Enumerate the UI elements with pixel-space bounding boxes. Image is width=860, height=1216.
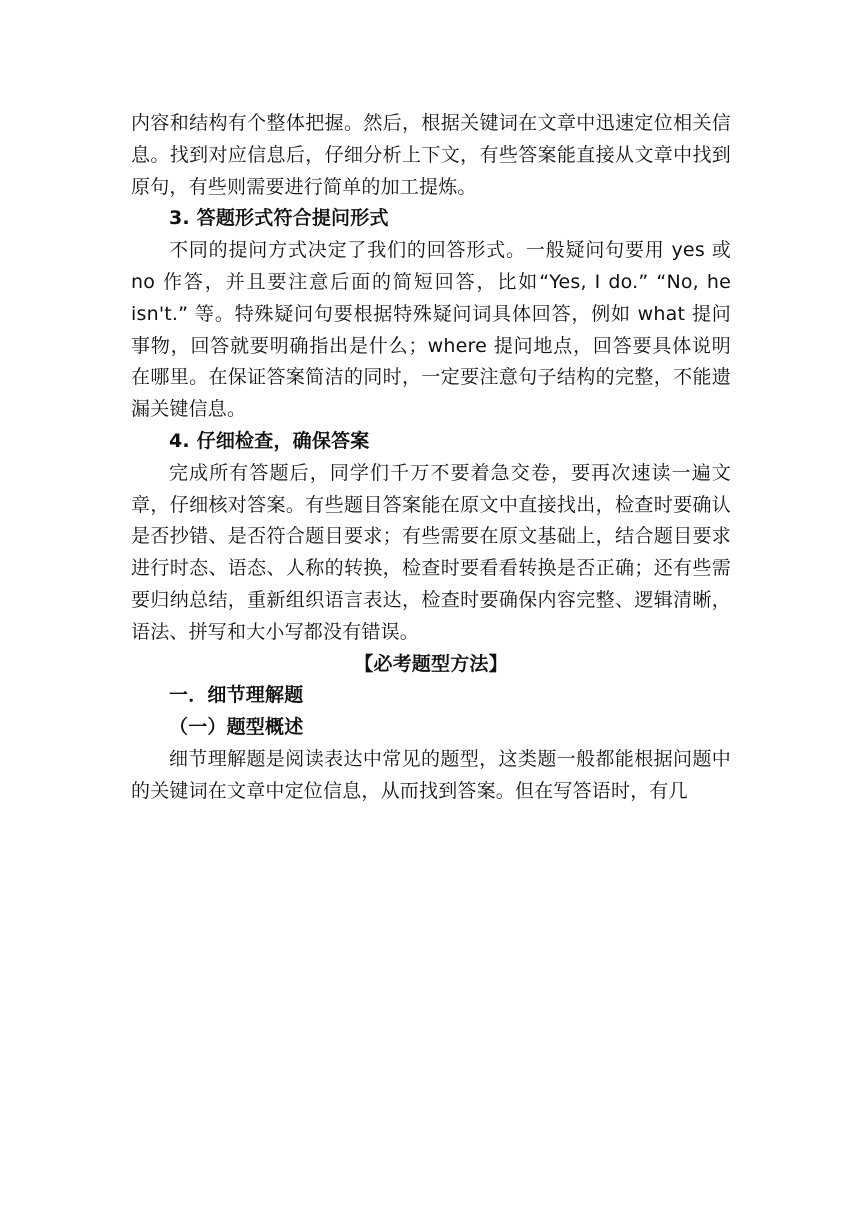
heading-detail-questions: 一．细节理解题 xyxy=(169,684,304,707)
section-title-question-methods: 【必考题型方法】 xyxy=(354,652,508,675)
paragraph-answer-format: 不同的提问方式决定了我们的回答形式。一般疑问句要用 yes 或 no 作答，并且要注意后面的简短回答，比如“Yes, I do.” “No, he isn't.” 等。特殊疑问句要根据特殊疑问词具体回答，例如 what 提问事物，回答就要明确指出是什么；where 提问地点，回答要具体说明在哪里。在保证答案简洁的同时，一定要注意句子结构的完整，不能遗漏关键信息。 xyxy=(131,239,731,421)
document-body xyxy=(131,108,731,808)
paragraph-continued: 内容和结构有个整体把握。然后，根据关键词在文章中迅速定位相关信息。找到对应信息后，仔细分析上下文，有些答案能直接从文章中找到原句，有些则需要进行简单的加工提炼。 xyxy=(131,112,731,198)
paragraph-check-answers: 完成所有答题后，同学们千万不要着急交卷，要再次速读一遍文章，仔细核对答案。有些题目答案能在原文中直接找出，检查时要确认是否抄错、是否符合题目要求；有些需要在原文基础上，结合题目要求进行时态、语态、人称的转换，检查时要看看转换是否正确；还有些需要归纳总结，重新组织语言表达，检查时要确保内容完整、逻辑清晰，语法、拼写和大小写都没有错误。 xyxy=(131,461,731,643)
heading-answer-format: 3. 答题形式符合提问形式 xyxy=(169,207,389,230)
subheading-overview: （一）题型概述 xyxy=(169,716,304,739)
paragraph-detail-overview: 细节理解题是阅读表达中常见的题型，这类题一般都能根据问题中的关键词在文章中定位信息，从而找到答案。但在写答语时，有几 xyxy=(131,747,731,802)
heading-check-answers: 4. 仔细检查，确保答案 xyxy=(169,429,370,452)
